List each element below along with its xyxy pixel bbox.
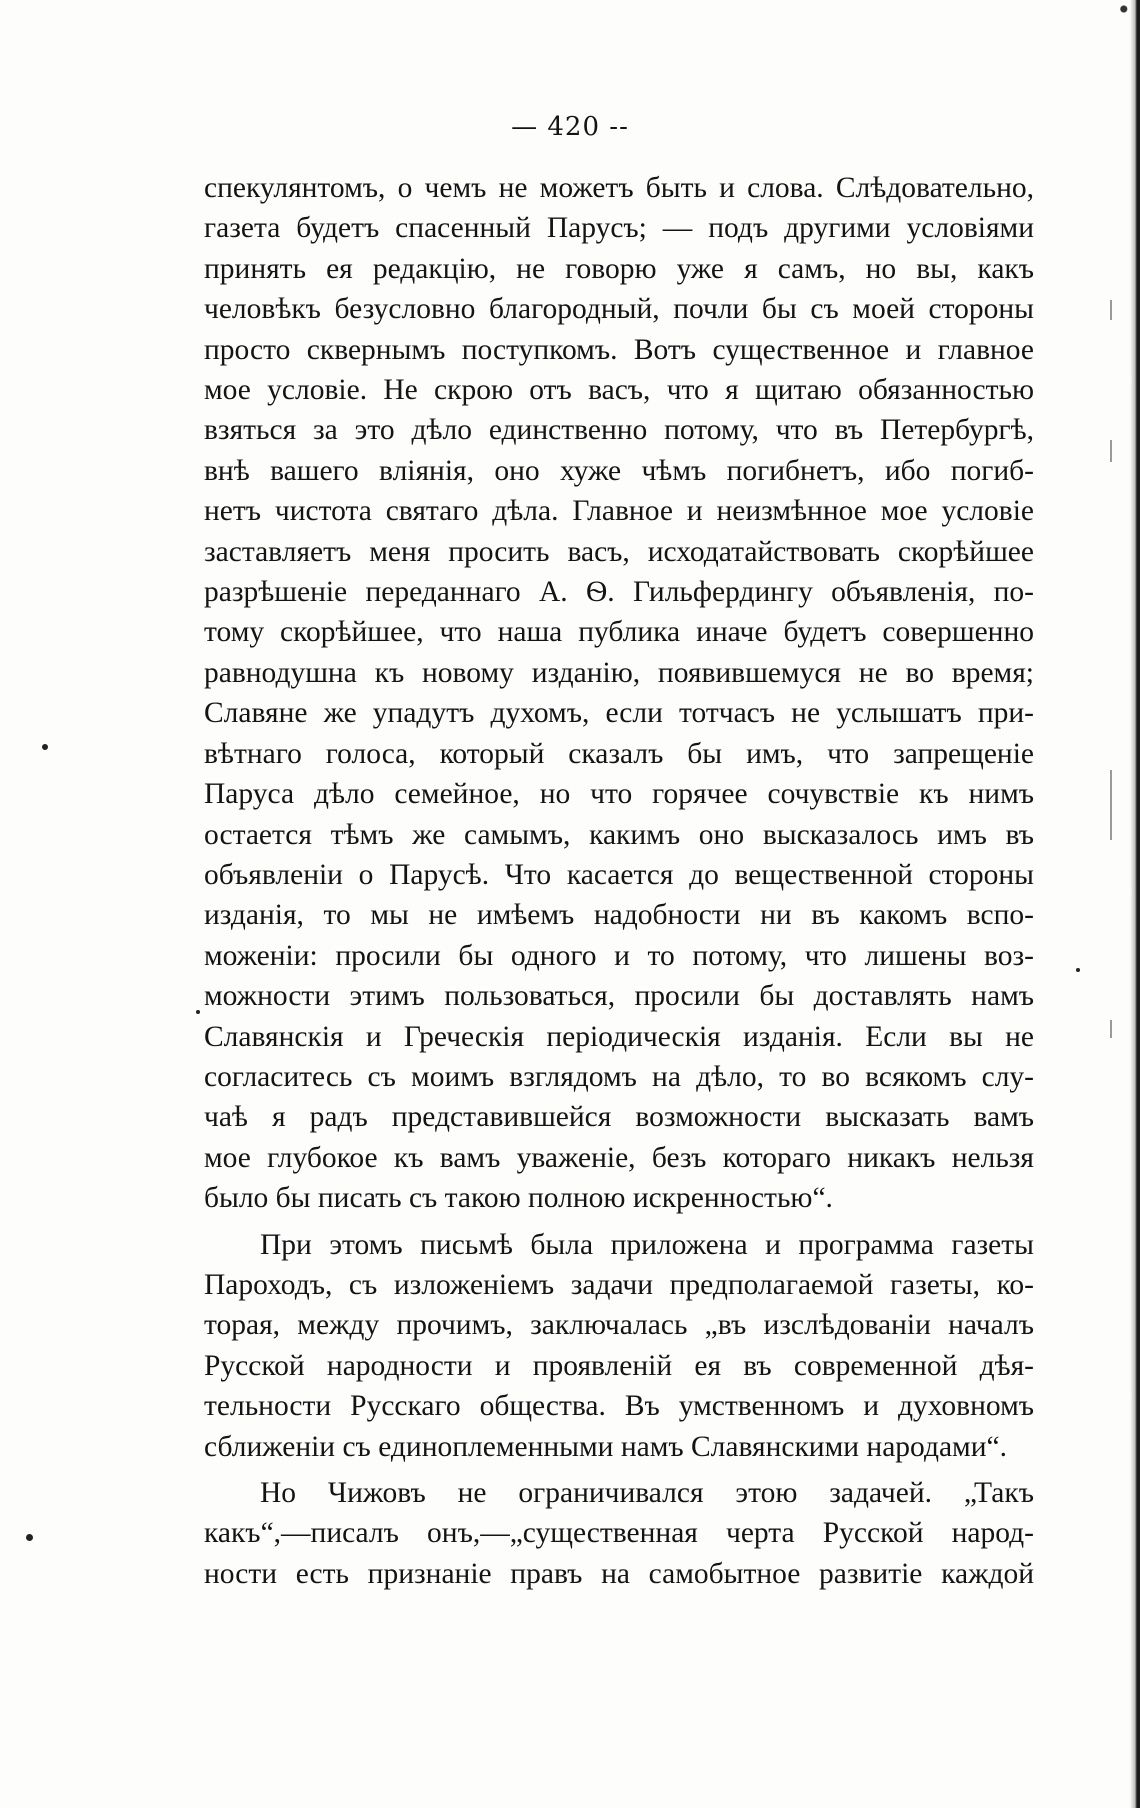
text-line: чаѣ я радъ представившейся возможности высказать вамъ — [204, 1101, 1034, 1134]
scan-edge-shadow — [1130, 0, 1140, 1808]
text-line: ности есть признаніе правъ на самобытное развитіе каждой — [204, 1557, 1034, 1590]
scan-edge-mark — [1114, 0, 1128, 30]
text-line: какъ“,—писалъ онъ,—„существенная черта Русской народ- — [204, 1517, 1034, 1550]
text-line: объявленіи о Парусѣ. Что касается до вещественной стороны — [204, 858, 1034, 891]
scan-speck — [26, 1534, 33, 1541]
text-line: Славянскія и Греческія періодическія изданія. Если вы не — [204, 1020, 1034, 1053]
text-line: газета будетъ спасенный Парусъ; — подъ другими условіями — [204, 212, 1034, 245]
text-line: мое условіе. Не скрою отъ васъ, что я щитаю обязанностью — [204, 374, 1034, 407]
text-line: разрѣшеніе переданнаго А. Ѳ. Гильфердингу объявленія, по- — [204, 576, 1034, 609]
text-line: спекулянтомъ, о чемъ не можетъ быть и слова. Слѣдовательно, — [204, 172, 1034, 204]
text-line: тельности Русскаго общества. Въ умственномъ и духовномъ — [204, 1390, 1034, 1423]
scan-speck — [1076, 968, 1080, 972]
text-line: нетъ чистота святаго дѣла. Главное и неизмѣнное мое условіе — [204, 495, 1034, 528]
text-line: просто сквернымъ поступкомъ. Вотъ существенное и главное — [204, 333, 1034, 366]
text-line: Паруса дѣло семейное, но что горячее сочувствіе къ нимъ — [204, 778, 1034, 811]
text-line: человѣкъ безусловно благородный, почли бы съ моей стороны — [204, 293, 1034, 326]
text-line: можности этимъ пользоваться, просили бы доставлять намъ — [204, 980, 1034, 1013]
text-line: изданія, то мы не имѣемъ надобности ни въ какомъ вспо- — [204, 899, 1034, 932]
text-line: моженіи: просили бы одного и то потому, что лишены воз- — [204, 939, 1034, 972]
scan-margin-mark — [1110, 440, 1112, 462]
text-line: тому скорѣйшее, что наша публика иначе будетъ совершенно — [204, 616, 1034, 649]
page-number: — 420 -- — [511, 112, 629, 142]
text-line: заставляетъ меня просить васъ, исходатайствовать скорѣйшее — [204, 535, 1034, 568]
text-line: вѣтнаго голоса, который сказалъ бы имъ, что запрещеніе — [204, 737, 1034, 770]
text-line: Но Чижовъ не ограничивался этою задачей. „Такъ — [260, 1477, 1034, 1509]
scan-speck — [196, 1010, 200, 1014]
paragraph-3 — [204, 1473, 1034, 1594]
text-line: внѣ вашего вліянія, оно хуже чѣмъ погибнетъ, ибо погиб- — [204, 454, 1034, 487]
text-line: торая, между прочимъ, заключалась „въ изслѣдованіи началъ — [204, 1309, 1034, 1342]
scan-speck — [42, 744, 48, 750]
text-line: Славяне же упадутъ духомъ, если тотчасъ не услышатъ при- — [204, 697, 1034, 730]
paragraph-1 — [204, 168, 1034, 1219]
scan-margin-mark — [1110, 770, 1112, 840]
text-line: было бы писать съ такою полною искренностью“. — [204, 1182, 833, 1215]
scan-margin-mark — [1110, 300, 1112, 320]
text-line: взяться за это дѣло единственно потому, что въ Петербургѣ, — [204, 414, 1034, 447]
text-line: остается тѣмъ же самымъ, какимъ оно высказалось имъ въ — [204, 818, 1034, 851]
text-line: При этомъ письмѣ была приложена и программа газеты — [260, 1228, 1034, 1261]
body-text — [204, 168, 1034, 1594]
scan-margin-mark — [1110, 1020, 1112, 1038]
text-line: принять ея редакцію, не говорю уже я самъ, но вы, какъ — [204, 252, 1034, 285]
text-line: согласитесь съ моимъ взглядомъ на дѣло, то во всякомъ слу- — [204, 1060, 1034, 1093]
text-line: Русской народности и проявленій ея въ современной дѣя- — [204, 1349, 1034, 1382]
text-line: мое глубокое къ вамъ уваженіе, безъ котораго никакъ нельзя — [204, 1141, 1034, 1174]
text-line: сближеніи съ единоплеменными намъ Славянскими народами“. — [204, 1430, 1007, 1463]
paragraph-2 — [204, 1225, 1034, 1467]
text-line: равнодушна къ новому изданію, появившемуся не во время; — [204, 656, 1034, 689]
text-line: Пароходъ, съ изложеніемъ задачи предполагаемой газеты, ко- — [204, 1268, 1034, 1301]
